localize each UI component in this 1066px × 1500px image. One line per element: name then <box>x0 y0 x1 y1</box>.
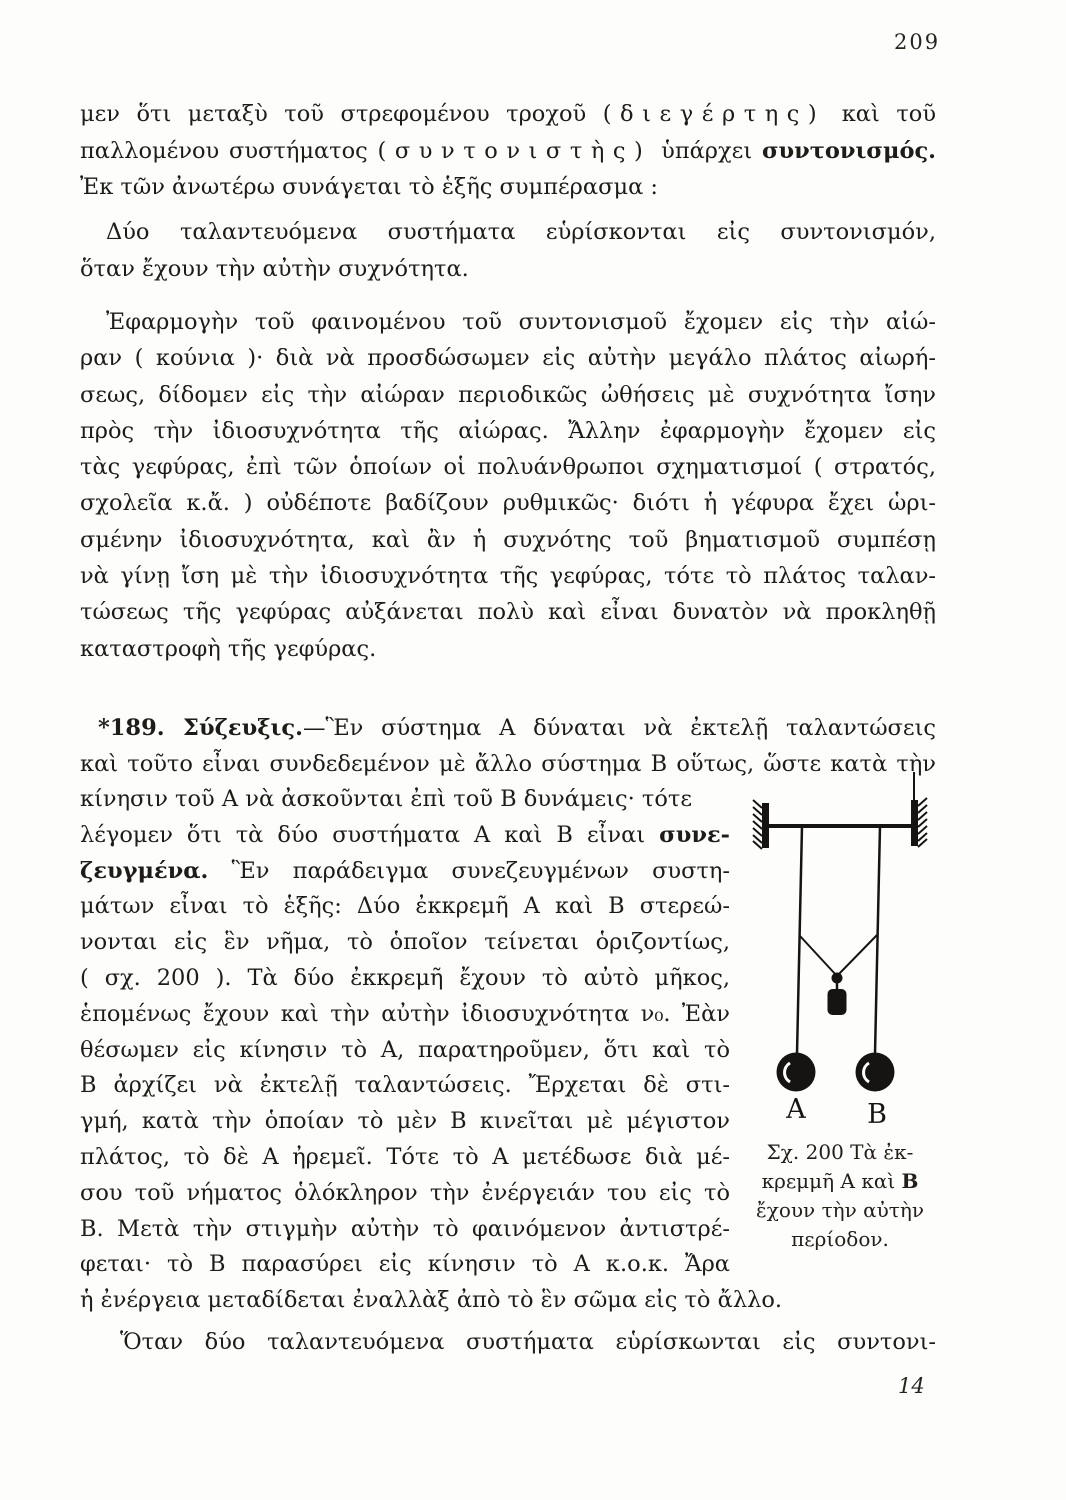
paragraph-resonance-statement <box>80 214 936 287</box>
text-line: Δύο ταλαντευόμενα συστήματα εὑρίσκονται εἰς συντονισμόν, <box>106 219 936 245</box>
text-line: Ἐφαρμογὴν τοῦ φαινομένου τοῦ συντονισμοῦ ἔχομεν εἰς τὴν αἰώ- <box>106 309 936 335</box>
text-run: παλλομένου συστήματος <box>80 137 378 164</box>
text-line: πλάτος, τὸ δὲ Α ἠρεμεῖ. Τότε τὸ Α μετέδωσε διὰ μέ- <box>80 1143 730 1170</box>
text-line <box>80 133 936 170</box>
text-run: μεν ὅτι μεταξὺ τοῦ στρεφομένου τροχοῦ <box>80 101 603 127</box>
text-line: ἡ ἐνέργεια μεταδίδεται ἐναλλὰξ ἀπὸ τὸ ἓν σῶμα εἰς τὸ ἄλλο. <box>80 1287 783 1313</box>
page-number-bottom: 14 <box>898 1374 925 1398</box>
paragraph-final <box>80 1324 936 1360</box>
text-line: φεται· τὸ Β παρασύρει εἰς κίνησιν τὸ Α κ.ο.κ. Ἄρα <box>80 1251 730 1278</box>
text-line: ὅταν ἔχουν τὴν αὐτὴν συχνότητα. <box>80 255 469 282</box>
text-line: Β ἀρχίζει νὰ ἐκτελῇ ταλαντώσεις. Ἔρχεται δὲ στι- <box>80 1072 730 1099</box>
coupled-pendulums-diagram <box>740 770 940 1130</box>
text-run: λέγομεν ὅτι τὰ δύο συστήματα Α καὶ Β εἶναι <box>80 821 660 848</box>
text-line <box>80 818 730 854</box>
pendulum-b-label: Β <box>867 1099 887 1130</box>
text-run-bold: Β <box>901 1169 919 1193</box>
caption-line: ἔχουν τὴν αὐτὴν <box>756 1198 924 1222</box>
text-line: νὰ γίνῃ ἴση μὲ τὴν ἰδιοσυχνότητα τῆς γεφύρας, τότε τὸ πλάτος ταλαν- <box>80 563 936 590</box>
page-number-top: 209 <box>894 30 941 54</box>
support-left-hatching <box>753 800 762 849</box>
text-line: Ὅταν δύο ταλαντευόμενα συστήματα εὑρίσκωνται εἰς συντονι- <box>120 1329 936 1355</box>
text-line: μάτων εἶναι τὸ ἑξῆς: Δύο ἐκκρεμῆ Α καὶ Β στερεώ- <box>80 893 730 920</box>
caption-line: Σχ. 200 Τὰ ἐκ- <box>766 1140 914 1164</box>
text-run: κρεμμῆ Α καὶ <box>761 1169 902 1193</box>
text-line: κίνησιν τοῦ Α νὰ ἀσκοῦνται ἐπὶ τοῦ Β δυνάμεις· τότε <box>80 786 692 812</box>
coupling-thread-right <box>837 935 877 976</box>
text-line: καταστροφὴ τῆς γεφύρας. <box>80 635 377 662</box>
figure-200-caption <box>733 1138 947 1254</box>
text-line: σχολεῖα κ.ἄ. ) οὐδέποτε βαδίζουν ρυθμικῶς· διότι ἡ γέφυρα ἔχει ὡρι- <box>80 490 936 517</box>
text-line: τὰς γεφύρας, ἐπὶ τῶν ὁποίων οἱ πολυάνθρωποι σχηματισμοί ( στρατός, <box>80 454 936 481</box>
text-run: Ἓν παράδειγμα συνεζευγμένων συστη- <box>208 857 730 884</box>
text-run-spaced: (διεγέρτης) <box>602 101 826 127</box>
coupling-weight <box>828 989 847 1015</box>
figure-200-coupled-pendulums <box>740 770 940 1130</box>
text-line: τώσεως τῆς γεφύρας αὐξάνεται πολὺ καὶ εἶναι δυνατὸν νὰ προκληθῇ <box>80 599 936 626</box>
text-line <box>80 710 936 746</box>
text-line: σου τοῦ νήματος ὁλόκληρον τὴν ἐνέργειάν του εἰς τὸ <box>80 1179 730 1206</box>
text-line: Β. Μετὰ τὴν στιγμὴν αὐτὴν τὸ φαινόμενον ἀντιστρέ- <box>80 1215 730 1242</box>
section-number-title: *189. Σύζευξις. <box>98 715 303 741</box>
caption-line: περίοδον. <box>791 1227 889 1251</box>
text-line: καὶ τοῦτο εἶναι συνδεδεμένον μὲ ἄλλο σύστημα Β οὕτως, ὥστε κατὰ τὴν <box>80 751 936 777</box>
text-line: θέσωμεν εἰς κίνησιν τὸ Α, παρατηροῦμεν, ὅτι καὶ τὸ <box>80 1036 730 1063</box>
text-line: σμένην ἰδιοσυχνότητα, καὶ ἂν ἡ συχνότης τοῦ βηματισμοῦ συμπέσῃ <box>80 526 936 553</box>
support-right-bar <box>911 800 918 846</box>
text-line: γμή, κατὰ τὴν ὁποίαν τὸ μὲν Β κινεῖται μὲ μέγιστον <box>80 1108 730 1135</box>
pendulum-a-label: Α <box>786 1094 806 1125</box>
pendulum-b-ball <box>856 1053 895 1092</box>
section-189-closing-line <box>80 1282 880 1318</box>
text-line <box>80 854 730 890</box>
text-line: πρὸς τὴν ἰδιοσυχνότητα τῆς αἰώρας. Ἄλλην ἐφαρμογὴν ἔχομεν εἰς <box>80 417 936 444</box>
text-run-spaced: (συντονιστὴς) <box>377 137 652 164</box>
pendulum-a-string <box>797 826 802 1054</box>
coupling-thread-left <box>800 936 837 976</box>
text-run: ὑπάρχει <box>651 137 762 164</box>
section-189-narrow-column <box>80 782 730 1283</box>
paragraph-resonance-intro <box>80 96 936 206</box>
pendulum-a-ball <box>777 1053 816 1092</box>
text-line: ραν ( κούνια )· διὰ νὰ προσδώσωμεν εἰς αὐτὴν μεγάλο πλάτος αἰωρή- <box>80 345 936 372</box>
text-line: ἑπομένως ἔχουν καὶ τὴν αὐτὴν ἰδιοσυχνότητα ν₀. Ἐὰν <box>80 1000 730 1027</box>
text-line: σεως, δίδομεν εἰς τὴν αἰώραν περιοδικῶς ὠθήσεις μὲ συχνότητα ἴσην <box>80 381 936 408</box>
text-line <box>80 96 936 133</box>
text-line: Ἐκ τῶν ἀνωτέρω συνάγεται τὸ ἑξῆς συμπέρασμα : <box>80 174 658 200</box>
text-run-bold: συνε- <box>659 821 730 848</box>
caption-line <box>733 1167 947 1196</box>
text-line: νονται εἰς ἓν νῆμα, τὸ ὁποῖον τείνεται ὁριζοντίως, <box>80 929 730 956</box>
text-run-bold: ζευγμένα. <box>80 857 209 884</box>
paragraph-applications <box>80 304 936 667</box>
text-run-bold: συντονισμός. <box>761 137 936 164</box>
text-run: —Ἓν σύστημα Α δύναται νὰ ἐκτελῇ ταλαντώσεις <box>302 715 936 741</box>
support-right-hatching <box>918 798 927 847</box>
pendulum-b-string <box>875 826 880 1054</box>
text-run: καὶ τοῦ <box>825 101 936 127</box>
coupling-knot <box>832 973 843 984</box>
text-line: ( σχ. 200 ). Τὰ δύο ἐκκρεμῆ ἔχουν τὸ αὐτὸ μῆκος, <box>80 964 730 991</box>
